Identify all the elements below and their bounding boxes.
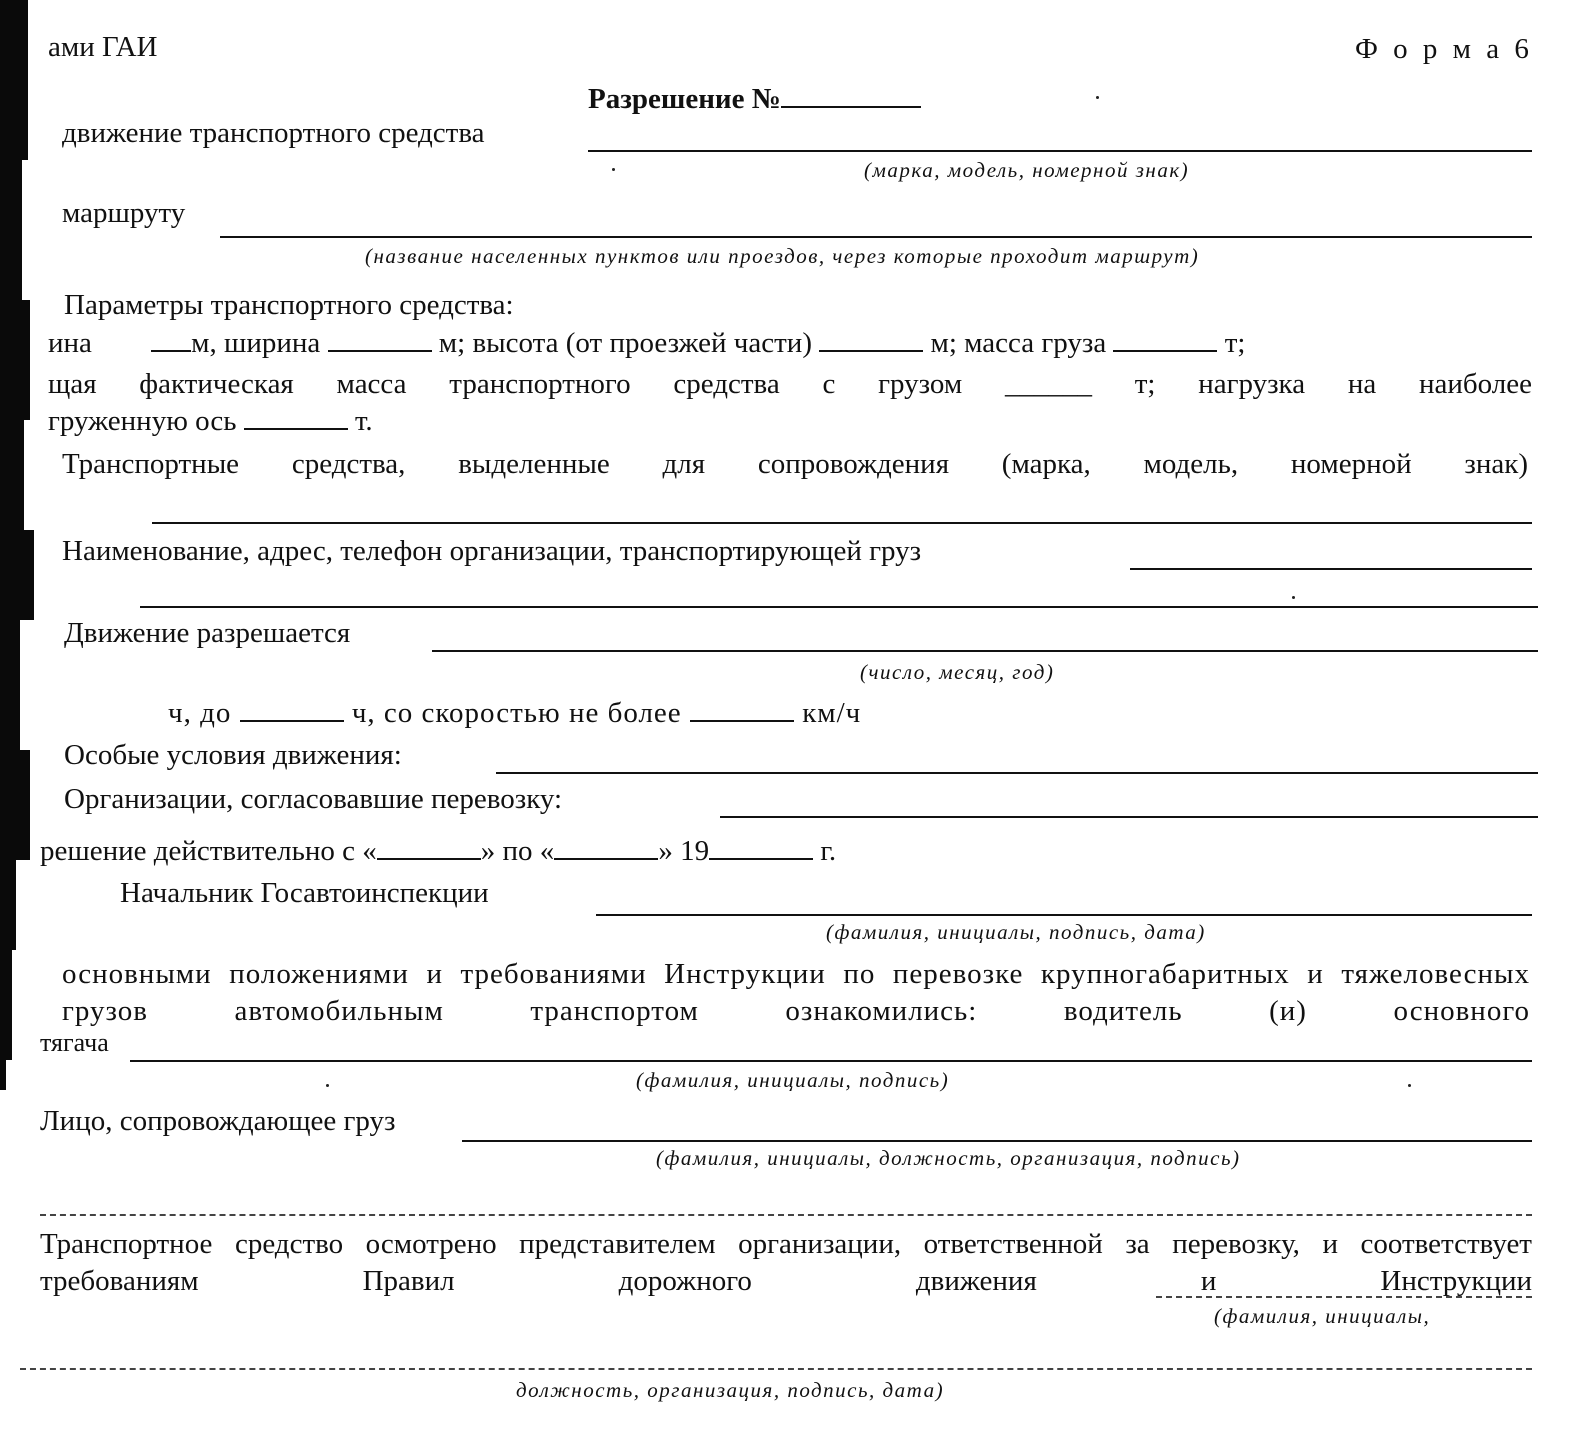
params-line-2: щая фактическая масса транспортного средства с грузом ______ т; нагрузка на наиболее xyxy=(48,368,1532,400)
scan-speck xyxy=(1096,96,1099,99)
inspected-text xyxy=(40,1226,1532,1300)
special-line[interactable] xyxy=(496,772,1538,774)
valid-line xyxy=(40,832,836,868)
time-line xyxy=(168,694,861,730)
route-label: маршруту xyxy=(62,197,186,229)
cargo-mass-blank[interactable] xyxy=(1113,324,1217,352)
valid-to-blank[interactable] xyxy=(554,832,658,860)
params-line-1 xyxy=(48,324,1245,360)
org-line[interactable] xyxy=(1130,568,1532,570)
scan-edge-artifact xyxy=(0,0,40,1440)
valid-year-blank[interactable] xyxy=(709,832,813,860)
header-left-text: ами ГАИ xyxy=(48,31,158,63)
permit-title-text: Разрешение № xyxy=(588,83,781,115)
inspected-caption-1: (фамилия, инициалы, xyxy=(1214,1304,1431,1328)
allowed-line[interactable] xyxy=(432,650,1538,652)
scan-speck xyxy=(1408,1084,1411,1087)
org-line-2[interactable] xyxy=(140,606,1538,608)
params-width-label: м, ширина xyxy=(191,327,321,359)
chief-signature-line[interactable] xyxy=(596,914,1532,916)
chief-label: Начальник Госавтоинспекции xyxy=(120,877,489,909)
permit-title xyxy=(588,80,921,116)
escort-vehicles-line[interactable] xyxy=(152,522,1532,524)
params-mass-label: м; масса груза xyxy=(930,327,1107,359)
chief-caption: (фамилия, инициалы, подпись, дата) xyxy=(826,920,1206,944)
inspected-text-body: Транспортное средство осмотрено представителем организации, ответственной за перевозку, и соответствует требованиям Правил дорожного движения и Инструкции xyxy=(40,1228,1532,1297)
params-line-3 xyxy=(48,402,373,438)
params-length-label: ина xyxy=(48,327,92,359)
inspector-line[interactable] xyxy=(1156,1296,1532,1298)
escort-person-label: Лицо, сопровождающее груз xyxy=(40,1105,396,1137)
params-unit-t: т; xyxy=(1224,327,1246,359)
time-from-unit: ч, до xyxy=(168,697,232,729)
speed-label: ч, со скоростью не более xyxy=(351,697,682,729)
allowed-label: Движение разрешается xyxy=(64,617,351,649)
form-number-label: Ф о р м а 6 xyxy=(1355,33,1533,65)
valid-to-label: » по « xyxy=(480,835,555,867)
vehicle-line[interactable] xyxy=(588,150,1532,152)
agreed-line[interactable] xyxy=(720,816,1538,818)
ack-tail: тягача xyxy=(40,1028,109,1057)
allowed-caption: (число, месяц, год) xyxy=(860,660,1055,684)
org-label: Наименование, адрес, телефон организации, транспортирующей груз xyxy=(62,535,922,567)
length-blank[interactable] xyxy=(151,324,191,352)
driver-signature-line[interactable] xyxy=(130,1060,1532,1062)
time-to-blank[interactable] xyxy=(240,694,344,722)
route-line[interactable] xyxy=(220,236,1532,238)
escort-vehicles-text: Транспортные средства, выделенные для сопровождения (марка, модель, номерной знак) xyxy=(62,448,1528,480)
ack-text: основными положениями и требованиями Инструкции по перевозке крупногабаритных и тяжеловесных грузов автомобильным транспортом ознакомились: водитель (и) основного xyxy=(62,958,1530,1027)
valid-from-blank[interactable] xyxy=(377,832,481,860)
inspected-caption-2: должность, организация, подпись, дата) xyxy=(516,1378,945,1402)
separator-line xyxy=(40,1214,1532,1216)
permit-number-blank[interactable] xyxy=(781,80,921,108)
speed-unit: км/ч xyxy=(802,697,862,729)
inspector-line-2[interactable] xyxy=(20,1368,1532,1370)
scan-speck xyxy=(326,1084,329,1087)
width-blank[interactable] xyxy=(328,324,432,352)
agreed-label: Организации, согласовавшие перевозку: xyxy=(64,783,563,815)
escort-person-line[interactable] xyxy=(462,1140,1532,1142)
special-label: Особые условия движения: xyxy=(64,739,402,771)
route-caption: (название населенных пунктов или проездов, через которые проходит маршрут) xyxy=(365,244,1200,268)
scan-speck xyxy=(1292,596,1295,599)
vehicle-caption: (марка, модель, номерной знак) xyxy=(864,158,1190,182)
escort-person-caption: (фамилия, инициалы, должность, организация, подпись) xyxy=(656,1146,1241,1170)
valid-year-label: » 19 xyxy=(658,835,710,867)
valid-from-label: решение действительно с « xyxy=(40,835,377,867)
height-blank[interactable] xyxy=(819,324,923,352)
valid-year-suffix: г. xyxy=(820,835,837,867)
vehicle-label: движение транспортного средства xyxy=(62,117,485,149)
axle-load-unit: т. xyxy=(354,405,373,437)
scan-speck xyxy=(612,168,615,171)
axle-load-label: груженную ось xyxy=(48,405,237,437)
params-title: Параметры транспортного средства: xyxy=(64,289,514,321)
speed-blank[interactable] xyxy=(690,694,794,722)
axle-load-blank[interactable] xyxy=(244,402,348,430)
ack-caption: (фамилия, инициалы, подпись) xyxy=(636,1068,950,1092)
params-height-label: м; высота (от проезжей части) xyxy=(438,327,812,359)
